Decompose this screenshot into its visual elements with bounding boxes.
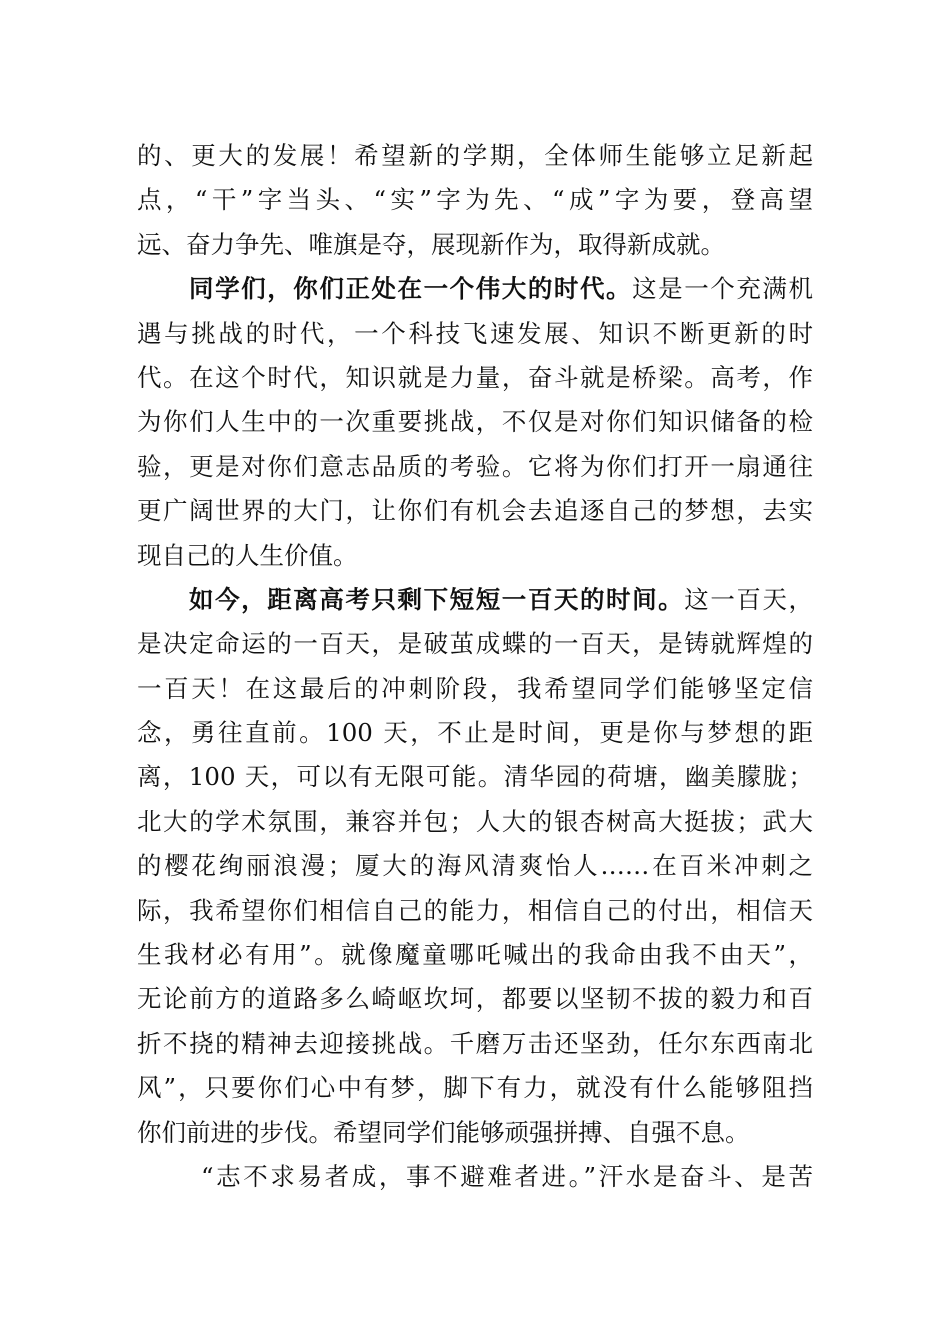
text-run: 现自己的人生价值。 — [137, 540, 358, 570]
text-run: 北大的学术氛围，兼容并包；人大的银杏树高大挺拔；武大 — [137, 806, 813, 836]
text-line — [137, 1066, 813, 1110]
text-run: 生我材必有用”。就像魔童哪吒喊出的我命由我不由天”， — [137, 940, 813, 970]
text-run: 更广阔世界的大门，让你们有机会去追逐自己的梦想，去实 — [137, 496, 813, 526]
text-line — [137, 844, 813, 888]
text-line — [137, 1155, 813, 1199]
text-run: 是决定命运的一百天，是破茧成蝶的一百天，是铸就辉煌的 — [137, 629, 813, 659]
text-line — [137, 400, 813, 444]
text-line — [137, 356, 813, 400]
text-run: 念，勇往直前。100 天，不止是时间，更是你与梦想的距 — [137, 718, 813, 748]
text-line — [137, 667, 813, 711]
text-line — [137, 1022, 813, 1066]
text-run: 你们前进的步伐。希望同学们能够顽强拼搏、自强不息。 — [137, 1117, 750, 1147]
text-line — [137, 534, 813, 578]
text-line — [137, 223, 813, 267]
text-line — [137, 267, 813, 311]
text-line — [137, 622, 813, 666]
text-run: 这一百天， — [684, 584, 813, 614]
text-run: 的、更大的发展！希望新的学期，全体师生能够立足新起 — [137, 141, 813, 170]
text-run: 远、奋力争先、唯旗是夺，展现新作为，取得新成就。 — [137, 229, 725, 259]
text-line — [137, 178, 813, 222]
text-line — [137, 800, 813, 844]
text-run: 一百天！在这最后的冲刺阶段，我希望同学们能够坚定信 — [137, 673, 813, 703]
text-run: 离，100 天，可以有无限可能。清华园的荷塘，幽美朦胧； — [137, 762, 813, 792]
text-run: 遇与挑战的时代，一个科技飞速发展、知识不断更新的时 — [137, 318, 813, 348]
text-line — [137, 445, 813, 489]
text-run: 为你们人生中的一次重要挑战，不仅是对你们知识储备的检 — [137, 407, 813, 437]
text-line — [137, 933, 813, 977]
text-line — [137, 578, 813, 622]
text-run: 验，更是对你们意志品质的考验。它将为你们打开一扇通往 — [137, 451, 813, 481]
bold-sentence: 同学们，你们正处在一个伟大的时代。 — [189, 274, 633, 304]
text-line — [137, 711, 813, 755]
body-text — [137, 134, 813, 1199]
text-line — [137, 134, 813, 178]
text-run: 这是一个充满机 — [632, 274, 813, 304]
text-line — [137, 1111, 813, 1155]
text-line — [137, 312, 813, 356]
text-run: 代。在这个时代，知识就是力量，奋斗就是桥梁。高考，作 — [137, 362, 813, 392]
text-run: 点，“干”字当头、“实”字为先、“成”字为要，登高望 — [137, 185, 813, 215]
text-run: 的樱花绚丽浪漫；厦大的海风清爽怡人……在百米冲刺之 — [137, 851, 813, 881]
text-run: “志不求易者成，事不避难者进。”汗水是奋斗、是苦 — [201, 1161, 813, 1191]
text-line — [137, 489, 813, 533]
text-run: 折不挠的精神去迎接挑战。千磨万击还坚劲，任尔东西南北 — [137, 1028, 813, 1058]
text-line — [137, 977, 813, 1021]
bold-sentence: 如今，距离高考只剩下短短一百天的时间。 — [189, 584, 685, 614]
text-run: 无论前方的道路多么崎岖坎坷，都要以坚韧不拔的毅力和百 — [137, 984, 813, 1014]
text-line — [137, 755, 813, 799]
text-line — [137, 889, 813, 933]
text-run: 际，我希望你们相信自己的能力，相信自己的付出，相信天 — [137, 895, 813, 925]
text-run: 风”，只要你们心中有梦，脚下有力，就没有什么能够阻挡 — [137, 1073, 813, 1103]
